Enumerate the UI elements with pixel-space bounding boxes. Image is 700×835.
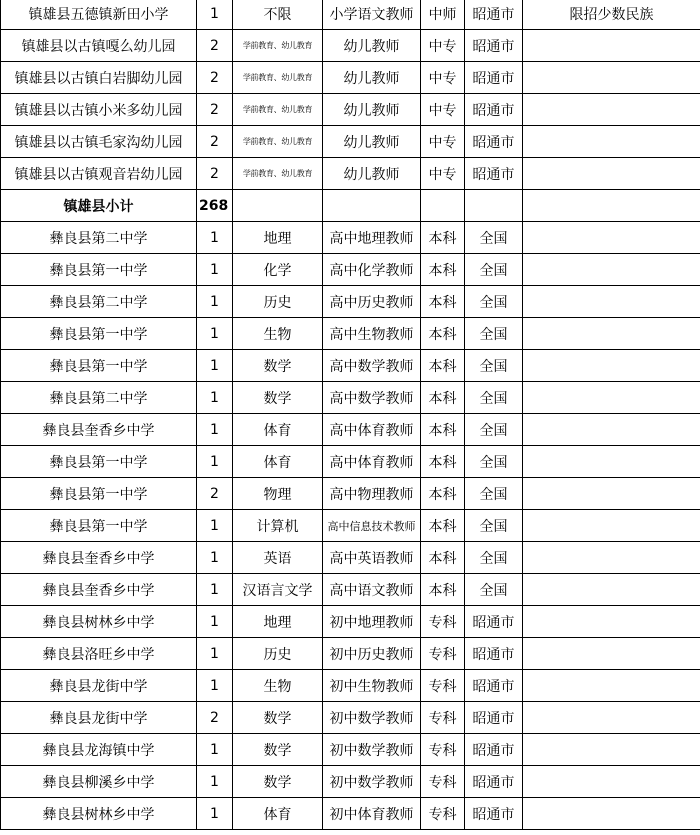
note-cell[interactable]: 限招少数民族 xyxy=(523,0,700,30)
education-cell[interactable]: 本科 xyxy=(421,350,465,382)
subject-cell[interactable]: 生物 xyxy=(233,670,323,702)
subject-cell[interactable]: 地理 xyxy=(233,606,323,638)
table-row xyxy=(1,670,700,702)
note-cell[interactable] xyxy=(523,30,700,62)
scope-cell[interactable]: 全国 xyxy=(465,414,523,446)
note-cell[interactable] xyxy=(523,414,700,446)
table-row xyxy=(1,606,700,638)
post-cell[interactable]: 初中数学教师 xyxy=(323,766,421,798)
education-cell[interactable]: 专科 xyxy=(421,638,465,670)
post-cell[interactable]: 高中英语教师 xyxy=(323,542,421,574)
education-cell[interactable]: 中专 xyxy=(421,94,465,126)
count-cell[interactable]: 1 xyxy=(197,766,233,798)
post-cell[interactable]: 高中数学教师 xyxy=(323,350,421,382)
post-cell[interactable]: 幼儿教师 xyxy=(323,94,421,126)
school-cell[interactable]: 彝良县柳溪乡中学 xyxy=(1,766,197,798)
education-cell[interactable]: 专科 xyxy=(421,606,465,638)
education-cell[interactable]: 本科 xyxy=(421,414,465,446)
count-cell[interactable]: 1 xyxy=(197,606,233,638)
school-cell[interactable]: 彝良县第一中学 xyxy=(1,510,197,542)
table-row xyxy=(1,638,700,670)
subject-cell[interactable]: 体育 xyxy=(233,414,323,446)
school-cell[interactable]: 彝良县第一中学 xyxy=(1,478,197,510)
count-cell[interactable]: 1 xyxy=(197,510,233,542)
scope-cell[interactable]: 昭通市 xyxy=(465,670,523,702)
note-cell[interactable] xyxy=(523,62,700,94)
post-cell[interactable]: 幼儿教师 xyxy=(323,30,421,62)
empty-cell[interactable] xyxy=(421,190,465,222)
post-cell[interactable]: 高中生物教师 xyxy=(323,318,421,350)
subject-cell[interactable]: 学前教育、幼儿教育 xyxy=(233,158,323,190)
school-cell[interactable]: 镇雄县以古镇嘎么幼儿园 xyxy=(1,30,197,62)
subject-cell[interactable]: 数学 xyxy=(233,382,323,414)
table-row xyxy=(1,382,700,414)
post-cell[interactable]: 高中体育教师 xyxy=(323,446,421,478)
count-cell[interactable]: 1 xyxy=(197,414,233,446)
note-cell[interactable] xyxy=(523,478,700,510)
table-row xyxy=(1,414,700,446)
subtotal-count[interactable]: 268 xyxy=(197,190,233,222)
post-cell[interactable]: 初中地理教师 xyxy=(323,606,421,638)
education-cell[interactable]: 中专 xyxy=(421,158,465,190)
scope-cell[interactable]: 全国 xyxy=(465,478,523,510)
empty-cell[interactable] xyxy=(523,190,700,222)
note-cell[interactable] xyxy=(523,638,700,670)
table-row xyxy=(1,158,700,190)
note-cell[interactable] xyxy=(523,446,700,478)
school-cell[interactable]: 镇雄县五德镇新田小学 xyxy=(1,0,197,30)
post-cell[interactable]: 高中信息技术教师 xyxy=(323,510,421,542)
school-cell[interactable]: 彝良县洛旺乡中学 xyxy=(1,638,197,670)
table-row xyxy=(1,798,700,830)
post-cell[interactable]: 高中历史教师 xyxy=(323,286,421,318)
count-cell[interactable]: 1 xyxy=(197,0,233,30)
table-row xyxy=(1,62,700,94)
school-cell[interactable]: 彝良县第一中学 xyxy=(1,446,197,478)
table-row xyxy=(1,542,700,574)
subject-cell[interactable]: 数学 xyxy=(233,350,323,382)
post-cell[interactable]: 小学语文教师 xyxy=(323,0,421,30)
count-cell[interactable]: 1 xyxy=(197,350,233,382)
count-cell[interactable]: 2 xyxy=(197,30,233,62)
note-cell[interactable] xyxy=(523,606,700,638)
note-cell[interactable] xyxy=(523,350,700,382)
subtotal-label[interactable]: 镇雄县小计 xyxy=(1,190,197,222)
subject-cell[interactable]: 学前教育、幼儿教育 xyxy=(233,62,323,94)
school-cell[interactable]: 彝良县第二中学 xyxy=(1,222,197,254)
scope-cell[interactable]: 全国 xyxy=(465,382,523,414)
school-cell[interactable]: 彝良县树林乡中学 xyxy=(1,798,197,830)
school-cell[interactable]: 彝良县第一中学 xyxy=(1,350,197,382)
table-row xyxy=(1,254,700,286)
count-cell[interactable]: 1 xyxy=(197,574,233,606)
table-row xyxy=(1,94,700,126)
education-cell[interactable]: 专科 xyxy=(421,670,465,702)
post-cell[interactable]: 幼儿教师 xyxy=(323,158,421,190)
note-cell[interactable] xyxy=(523,670,700,702)
scope-cell[interactable]: 昭通市 xyxy=(465,94,523,126)
count-cell[interactable]: 1 xyxy=(197,670,233,702)
post-cell[interactable]: 高中地理教师 xyxy=(323,222,421,254)
scope-cell[interactable]: 全国 xyxy=(465,254,523,286)
scope-cell[interactable]: 全国 xyxy=(465,510,523,542)
count-cell[interactable]: 1 xyxy=(197,446,233,478)
note-cell[interactable] xyxy=(523,542,700,574)
count-cell[interactable]: 1 xyxy=(197,382,233,414)
table-row xyxy=(1,446,700,478)
education-cell[interactable]: 专科 xyxy=(421,702,465,734)
count-cell[interactable]: 1 xyxy=(197,542,233,574)
education-cell[interactable]: 专科 xyxy=(421,734,465,766)
post-cell[interactable]: 高中化学教师 xyxy=(323,254,421,286)
scope-cell[interactable]: 昭通市 xyxy=(465,0,523,30)
subject-cell[interactable]: 物理 xyxy=(233,478,323,510)
subject-cell[interactable]: 汉语言文学 xyxy=(233,574,323,606)
count-cell[interactable]: 1 xyxy=(197,254,233,286)
school-cell[interactable]: 彝良县龙街中学 xyxy=(1,702,197,734)
scope-cell[interactable]: 昭通市 xyxy=(465,62,523,94)
post-cell[interactable]: 高中体育教师 xyxy=(323,414,421,446)
education-cell[interactable]: 专科 xyxy=(421,766,465,798)
school-cell[interactable]: 彝良县奎香乡中学 xyxy=(1,414,197,446)
table-row xyxy=(1,350,700,382)
subject-cell[interactable]: 学前教育、幼儿教育 xyxy=(233,126,323,158)
count-cell[interactable]: 1 xyxy=(197,734,233,766)
note-cell[interactable] xyxy=(523,286,700,318)
note-cell[interactable] xyxy=(523,254,700,286)
count-cell[interactable]: 1 xyxy=(197,222,233,254)
post-cell[interactable]: 高中物理教师 xyxy=(323,478,421,510)
subject-cell[interactable]: 化学 xyxy=(233,254,323,286)
education-cell[interactable]: 本科 xyxy=(421,222,465,254)
table-row xyxy=(1,478,700,510)
scope-cell[interactable]: 昭通市 xyxy=(465,702,523,734)
scope-cell[interactable]: 昭通市 xyxy=(465,158,523,190)
school-cell[interactable]: 彝良县第一中学 xyxy=(1,318,197,350)
education-cell[interactable]: 中专 xyxy=(421,126,465,158)
scope-cell[interactable]: 全国 xyxy=(465,542,523,574)
education-cell[interactable]: 本科 xyxy=(421,478,465,510)
education-cell[interactable]: 本科 xyxy=(421,382,465,414)
post-cell[interactable]: 高中数学教师 xyxy=(323,382,421,414)
post-cell[interactable]: 幼儿教师 xyxy=(323,62,421,94)
subject-cell[interactable]: 地理 xyxy=(233,222,323,254)
table-row xyxy=(1,0,700,30)
note-cell[interactable] xyxy=(523,222,700,254)
note-cell[interactable] xyxy=(523,734,700,766)
count-cell[interactable]: 2 xyxy=(197,478,233,510)
note-cell[interactable] xyxy=(523,574,700,606)
scope-cell[interactable]: 全国 xyxy=(465,222,523,254)
subject-cell[interactable]: 不限 xyxy=(233,0,323,30)
table-row xyxy=(1,30,700,62)
education-cell[interactable]: 中专 xyxy=(421,30,465,62)
post-cell[interactable]: 幼儿教师 xyxy=(323,126,421,158)
scope-cell[interactable]: 昭通市 xyxy=(465,638,523,670)
count-cell[interactable]: 2 xyxy=(197,94,233,126)
table-row xyxy=(1,510,700,542)
empty-cell[interactable] xyxy=(465,190,523,222)
post-cell[interactable]: 高中语文教师 xyxy=(323,574,421,606)
school-cell[interactable]: 镇雄县以古镇白岩脚幼儿园 xyxy=(1,62,197,94)
scope-cell[interactable]: 昭通市 xyxy=(465,126,523,158)
education-cell[interactable]: 本科 xyxy=(421,318,465,350)
note-cell[interactable] xyxy=(523,702,700,734)
school-cell[interactable]: 彝良县龙海镇中学 xyxy=(1,734,197,766)
school-cell[interactable]: 彝良县第二中学 xyxy=(1,382,197,414)
subject-cell[interactable]: 体育 xyxy=(233,446,323,478)
post-cell[interactable]: 初中体育教师 xyxy=(323,798,421,830)
empty-cell[interactable] xyxy=(323,190,421,222)
subject-cell[interactable]: 英语 xyxy=(233,542,323,574)
count-cell[interactable]: 1 xyxy=(197,286,233,318)
education-cell[interactable]: 专科 xyxy=(421,798,465,830)
post-cell[interactable]: 初中历史教师 xyxy=(323,638,421,670)
education-cell[interactable]: 本科 xyxy=(421,254,465,286)
subject-cell[interactable]: 生物 xyxy=(233,318,323,350)
subject-cell[interactable]: 体育 xyxy=(233,798,323,830)
note-cell[interactable] xyxy=(523,126,700,158)
scope-cell[interactable]: 昭通市 xyxy=(465,606,523,638)
education-cell[interactable]: 本科 xyxy=(421,510,465,542)
count-cell[interactable]: 2 xyxy=(197,126,233,158)
table-row xyxy=(1,126,700,158)
table-row xyxy=(1,702,700,734)
subject-cell[interactable]: 学前教育、幼儿教育 xyxy=(233,94,323,126)
school-cell[interactable]: 彝良县奎香乡中学 xyxy=(1,542,197,574)
subject-cell[interactable]: 历史 xyxy=(233,638,323,670)
table-row xyxy=(1,766,700,798)
scope-cell[interactable]: 昭通市 xyxy=(465,30,523,62)
note-cell[interactable] xyxy=(523,94,700,126)
education-cell[interactable]: 本科 xyxy=(421,286,465,318)
school-cell[interactable]: 镇雄县以古镇观音岩幼儿园 xyxy=(1,158,197,190)
school-cell[interactable]: 彝良县龙街中学 xyxy=(1,670,197,702)
subtotal-row xyxy=(1,190,700,222)
table-row xyxy=(1,222,700,254)
education-cell[interactable]: 本科 xyxy=(421,446,465,478)
school-cell[interactable]: 彝良县第二中学 xyxy=(1,286,197,318)
note-cell[interactable] xyxy=(523,766,700,798)
table-row xyxy=(1,574,700,606)
post-cell[interactable]: 初中数学教师 xyxy=(323,734,421,766)
education-cell[interactable]: 中师 xyxy=(421,0,465,30)
note-cell[interactable] xyxy=(523,510,700,542)
scope-cell[interactable]: 全国 xyxy=(465,286,523,318)
education-cell[interactable]: 本科 xyxy=(421,574,465,606)
table-row xyxy=(1,734,700,766)
education-cell[interactable]: 中专 xyxy=(421,62,465,94)
scope-cell[interactable]: 全国 xyxy=(465,446,523,478)
scope-cell[interactable]: 昭通市 xyxy=(465,734,523,766)
note-cell[interactable] xyxy=(523,382,700,414)
note-cell[interactable] xyxy=(523,158,700,190)
table-body xyxy=(1,0,700,830)
table-row xyxy=(1,286,700,318)
scope-cell[interactable]: 昭通市 xyxy=(465,798,523,830)
post-cell[interactable]: 初中生物教师 xyxy=(323,670,421,702)
count-cell[interactable]: 2 xyxy=(197,702,233,734)
school-cell[interactable]: 镇雄县以古镇小米多幼儿园 xyxy=(1,94,197,126)
count-cell[interactable]: 2 xyxy=(197,62,233,94)
scope-cell[interactable]: 全国 xyxy=(465,350,523,382)
education-cell[interactable]: 本科 xyxy=(421,542,465,574)
table-row xyxy=(1,318,700,350)
count-cell[interactable]: 1 xyxy=(197,318,233,350)
count-cell[interactable]: 1 xyxy=(197,798,233,830)
scope-cell[interactable]: 全国 xyxy=(465,574,523,606)
empty-cell[interactable] xyxy=(233,190,323,222)
post-cell[interactable]: 初中数学教师 xyxy=(323,702,421,734)
school-cell[interactable]: 镇雄县以古镇毛家沟幼儿园 xyxy=(1,126,197,158)
scope-cell[interactable]: 昭通市 xyxy=(465,766,523,798)
school-cell[interactable]: 彝良县奎香乡中学 xyxy=(1,574,197,606)
count-cell[interactable]: 1 xyxy=(197,638,233,670)
note-cell[interactable] xyxy=(523,798,700,830)
scope-cell[interactable]: 全国 xyxy=(465,318,523,350)
subject-cell[interactable]: 数学 xyxy=(233,766,323,798)
school-cell[interactable]: 彝良县第一中学 xyxy=(1,254,197,286)
subject-cell[interactable]: 历史 xyxy=(233,286,323,318)
note-cell[interactable] xyxy=(523,318,700,350)
count-cell[interactable]: 2 xyxy=(197,158,233,190)
subject-cell[interactable]: 学前教育、幼儿教育 xyxy=(233,30,323,62)
subject-cell[interactable]: 数学 xyxy=(233,734,323,766)
school-cell[interactable]: 彝良县树林乡中学 xyxy=(1,606,197,638)
subject-cell[interactable]: 计算机 xyxy=(233,510,323,542)
subject-cell[interactable]: 数学 xyxy=(233,702,323,734)
